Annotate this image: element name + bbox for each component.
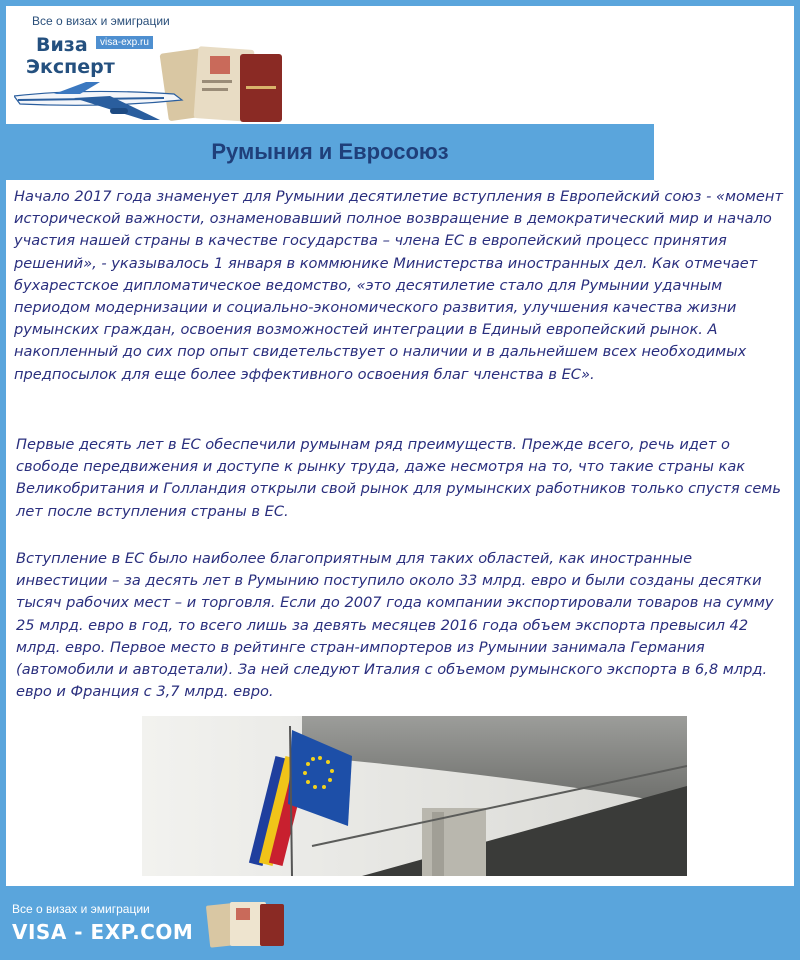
footer-tagline: Все о визах и эмиграции [12,902,150,916]
logo-text-expert: Эксперт [26,56,115,78]
footer-passport-icon [206,898,286,950]
footer-brand[interactable] [12,902,193,944]
page-content [6,6,794,886]
romania-eu-flags-photo [142,716,687,876]
site-logo[interactable] [14,30,284,126]
footer-logo-text: VISA - EXP.COM [12,920,194,944]
article-title: Румыния и Евросоюз [211,139,449,164]
article-paragraph-2: Первые десять лет в ЕС обеспечили румынам ряд преимуществ. Прежде всего, речь идет о свободе передвижения и доступе к рынку труда, даже несмотря на то, что такие страны как Великобритания и Голландия открыли свой рынок для румынских работников только спустя семь лет после вступления страны в ЕС. [16,436,781,520]
article-paragraph-1: Начало 2017 года знаменует для Румынии десятилетие вступления в Европейский союз - «момент исторической важности, ознаменовавший полное возвращение в демократический мир и начало участия нашей страны в качестве государства – члена ЕС в европейский процесс принятия решений», - указывалось 1 января в коммюнике Министерства иностранных дел. Как отмечает бухарестское дипломатическое ведомство, «это десятилетие стало для Румынии удачным периодом модернизации и социально-экономического развития, улучшения качества жизни румынских граждан, освоения возможностей интеграции в Единый европейский рынок. А накопленный до сих пор опыт свидетельствует о наличии и в дальнейшем всех необходимых предпосылок для еще более эффективного освоения благ членства в ЕС». [14,188,783,383]
logo-text-viza: Виза [36,34,88,56]
article-title-bar [6,124,654,180]
article-paragraph-3: Вступление в ЕС было наиболее благоприятным для таких областей, как иностранные инвестиции – за десять лет в Румынию поступило около 33 млрд. евро и были созданы десятки тысяч рабочих мест – и торговля. Если до 2007 года компании экспортировали товаров на сумму 25 млрд. евро в год, то всего лишь за девять месяцев 2016 года объем экспорта превысил 42 млрд. евро. Первое место в рейтинге стран-импортеров из Румынии занимала Германия (автомобили и автодетали). За ней следуют Италия с объемом румынского экспорта в 6,8 млрд. евро и Франция с 3,7 млрд. евро. [16,550,774,701]
article-photo [142,716,687,876]
logo-url-badge: visa-exp.ru [96,36,153,49]
site-tagline: Все о визах и эмиграции [32,14,170,28]
